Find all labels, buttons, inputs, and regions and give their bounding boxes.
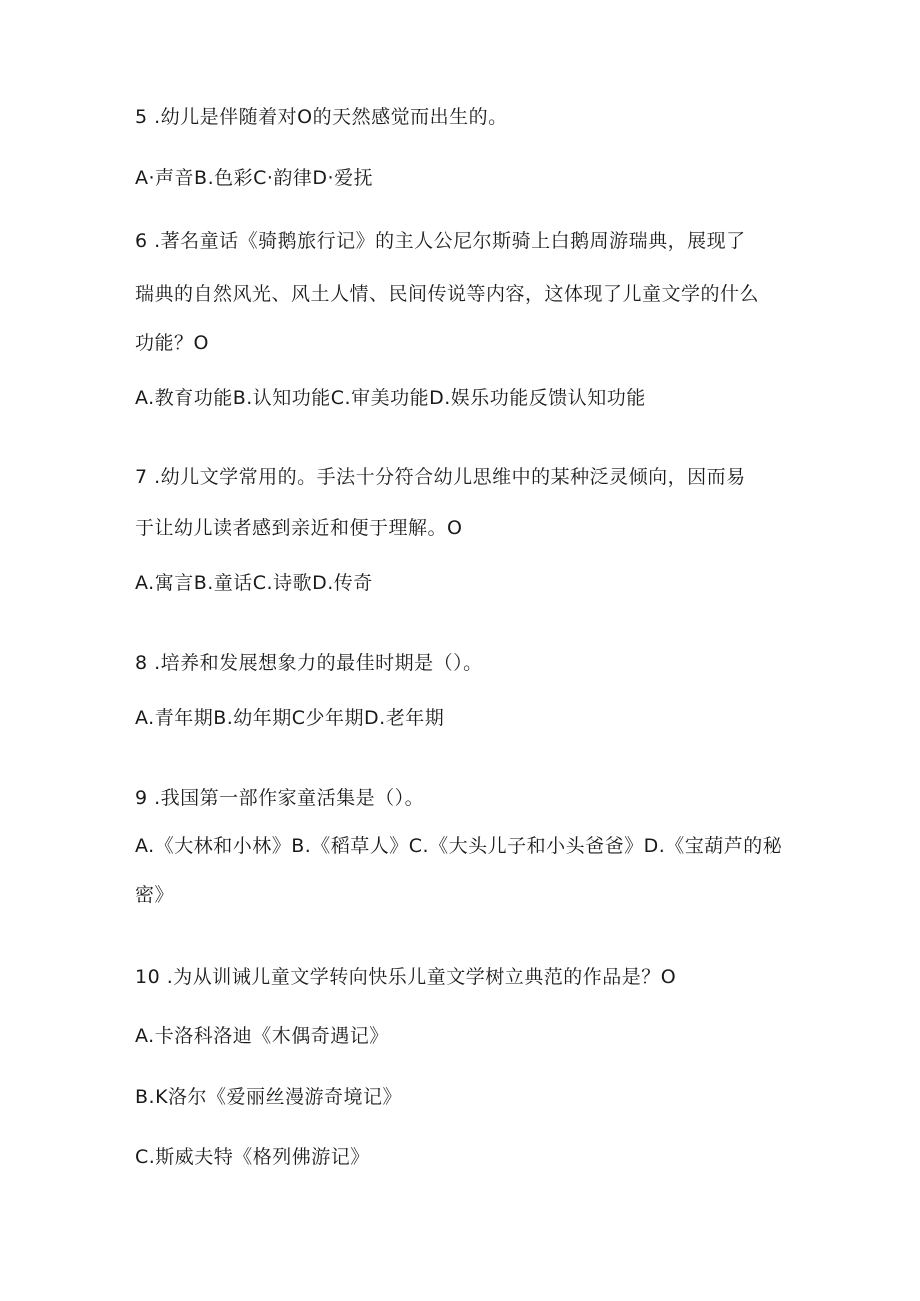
question-6-options: A.教育功能B.认知功能C.审美功能D.娱乐功能反馈认知功能 [135, 387, 646, 409]
question-9-stem-line-1: 9 .我国第一部作家童活集是（）。 [135, 787, 425, 809]
question-5-options: A·声音B.色彩C·韵律D·爱抚 [135, 167, 374, 189]
question-6-stem-line-2: 瑞典的自然风光、风土人情、民间传说等内容，这体现了儿童文学的什么 [135, 283, 760, 305]
question-6-stem-line-3: 功能？O [135, 332, 209, 354]
question-8-stem-line-1: 8 .培养和发展想象力的最佳时期是（）。 [135, 652, 483, 674]
question-10-stem-line-1: 10 .为从训诫儿童文学转向快乐儿童文学树立典范的作品是？O [135, 966, 677, 988]
question-9-options-line-2: 密》 [135, 884, 175, 906]
question-10-option-b: B.K洛尔《爱丽丝漫游奇境记》 [135, 1086, 403, 1108]
question-10-option-a: A.卡洛科洛迪《木偶奇遇记》 [135, 1025, 389, 1047]
question-8-options: A.青年期B.幼年期C少年期D.老年期 [135, 707, 445, 729]
question-7-stem-line-1: 7 .幼儿文学常用的。手法十分符合幼儿思维中的某种泛灵倾向，因而易 [135, 466, 746, 488]
question-9-options-line-1: A.《大林和小林》B.《稻草人》C.《大头儿子和小头爸爸》D.《宝葫芦的秘 [135, 835, 783, 857]
question-6-stem-line-1: 6 .著名童话《骑鹅旅行记》的主人公尼尔斯骑上白鹅周游瑞典，展现了 [135, 230, 746, 252]
question-7-options: A.寓言B.童话C.诗歌D.传奇 [135, 572, 373, 594]
question-5-stem-line-1: 5 .幼儿是伴随着对O的天然感觉而出生的。 [135, 106, 508, 128]
question-7-stem-line-2: 于让幼儿读者感到亲近和便于理解。O [135, 517, 463, 539]
question-10-option-c: C.斯威夫特《格列佛游记》 [135, 1146, 370, 1168]
